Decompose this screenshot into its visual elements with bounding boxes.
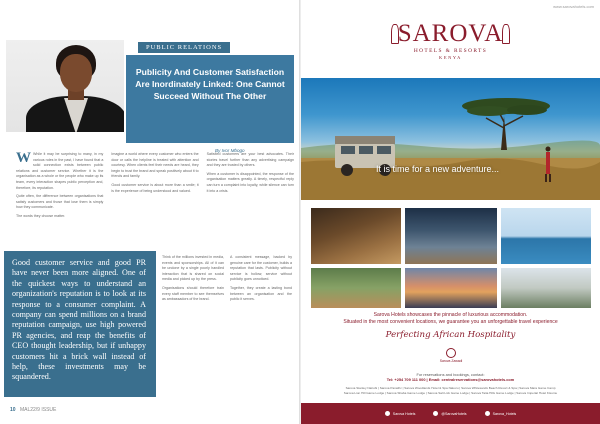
byline: By Ivor Mbogo: [215, 148, 245, 153]
advert-caption: [301, 312, 600, 326]
body-column: [162, 255, 224, 397]
paragraph: Organisations should therefore train every staff member to see themselves as ambassadors of the brand.: [162, 285, 224, 302]
contact-details: Tel: +254 709 111 000 | Email: centralreservations@sarovahotels.com: [386, 377, 515, 383]
hero-tagline: It is time for a new adventure...: [376, 164, 500, 174]
body-column: [230, 255, 292, 397]
logo-country: KENYA: [439, 55, 462, 60]
contact-info: [301, 372, 600, 382]
social-label: @SarovaHotels: [441, 411, 467, 416]
caption-line: Sarova Hotels showcases the pinnacle of luxurious accommodation.: [373, 312, 528, 318]
issue-label: MAL22/9 ISSUE: [19, 407, 57, 413]
property-line: Sarova Stanley Nairobi | Sarova Panafric | Sarova Woodlands Hotel & Spa Nakuru | Sarova Whitesands Beach Resort & Spa | Sarova Mara Game Camp: [345, 386, 556, 390]
property-list: [309, 386, 592, 395]
drop-cap: W: [16, 150, 31, 166]
safari-hero-image: [301, 78, 600, 200]
article-body-top: [16, 152, 294, 252]
social-bar: [301, 403, 600, 424]
website-top: www.sarovahotels.com: [553, 4, 594, 9]
paragraph: A consistent message, backed by genuine care for the customer, builds a reputation that lasts. Publicity without service is hollow; service without publicity goes unnoticed.: [230, 255, 292, 282]
photo-restaurant: [405, 208, 497, 264]
paragraph: The words they choose matter.: [16, 213, 66, 218]
safari-scene: [301, 78, 600, 200]
page-footer: [10, 407, 56, 413]
article-page: [0, 0, 299, 424]
instagram-icon: [485, 411, 490, 416]
page-number: 10: [10, 407, 16, 413]
photo-sunset-pool: [405, 268, 497, 308]
zawadi-badge: [431, 348, 471, 368]
sarova-logo: [301, 20, 600, 60]
article-body-bottom: [162, 255, 292, 397]
social-instagram[interactable]: [485, 411, 517, 416]
social-label: Sarova Hotels: [392, 411, 416, 416]
social-label: Sarova_Hotels: [492, 411, 517, 416]
twitter-icon: [433, 411, 438, 416]
logo-name: SAROVA: [397, 20, 504, 47]
facebook-icon: [385, 411, 390, 416]
paragraph: Satisfied customers are your best advocates. Their stories travel further than any advertising campaign and they are trusted by others.: [206, 152, 294, 168]
paragraph: While it may be surprising to many, in my various roles in the past, I have found that a solid connection exists between public relations and customer service. Whether it is the organisation as a whole or the people who make up its team, every interaction shapes public perception and, therefore, its reputation.: [16, 152, 104, 190]
zawadi-label: Sarova Zawadi: [439, 359, 463, 363]
advert-page: [301, 0, 600, 424]
author-portrait: [6, 40, 124, 132]
paragraph: When a customer is disappointed, the response of the organisation matters greatly. A timely, respectful reply can turn a complaint into loyalty, while silence can turn it into a crisis.: [206, 171, 294, 193]
hotel-photo-collage: [311, 208, 591, 308]
paragraph: Quite often, the difference between organisations that satisfy customers and those that lose them is simply how they communicate.: [16, 194, 104, 210]
section-tag: PUBLIC RELATIONS: [138, 42, 230, 53]
script-tagline: Perfecting African Hospitality: [385, 330, 516, 340]
paragraph: Good customer service is about more than a smile; it is the experience of being understood and valued.: [111, 182, 199, 193]
pull-quote: Good customer service and good PR have never been more aligned. One of the quickest ways to understand an organization's reputation is to look at its response to a consumer complaint. A company can spend millions on a brand reputation campaign, use high powered PR agencies, and reap the benefits of CEO thought leadership, but if unhappy customers hit a brick wall instead of help, these investments may be squandered.: [12, 258, 146, 382]
social-twitter[interactable]: [433, 411, 466, 416]
photo-pool-resort: [501, 208, 591, 264]
photo-camp-tents: [501, 268, 591, 308]
paragraph: Together, they create a lasting bond between an organisation and the public it serves.: [230, 285, 292, 302]
body-column: [111, 152, 198, 252]
zawadi-icon: [446, 348, 456, 358]
body-column: [16, 152, 103, 252]
photo-lounge: [311, 208, 401, 264]
social-facebook[interactable]: [385, 411, 416, 416]
caption-line: Situated in the most convenient locations, we guarantee you an unforgettable travel experience: [343, 319, 558, 325]
contact-line: For reservations and bookings, contact:: [416, 372, 485, 377]
article-title-box: [126, 55, 294, 143]
paragraph: Imagine a world where every customer who enters the door or calls the helpline is treated with attention and courtesy. When clients feel their needs are heard, they begin to trust the brand and speak positively about it to friends and family.: [111, 152, 199, 179]
property-line: Sarova Lion Hill Game Lodge | Sarova Shaba Game Lodge | Sarova Salt Lick Game Lodge | Sarova Taita Hills Game Lodge | Sarova Imperial Hotel Kisumu: [343, 390, 558, 395]
paragraph: Think of the millions invested in media, events and sponsorships. All of it can be undone by a single poorly handled interaction that is shared on social media and picked up by the press.: [162, 255, 224, 282]
body-column: [207, 152, 294, 252]
logo-subtitle: HOTELS & RESORTS: [413, 48, 488, 54]
photo-game-lodge: [311, 268, 401, 308]
article-title: Publicity And Customer Satisfaction Are Inordinately Linked: One Cannot Succeed Without The Other: [135, 67, 285, 101]
